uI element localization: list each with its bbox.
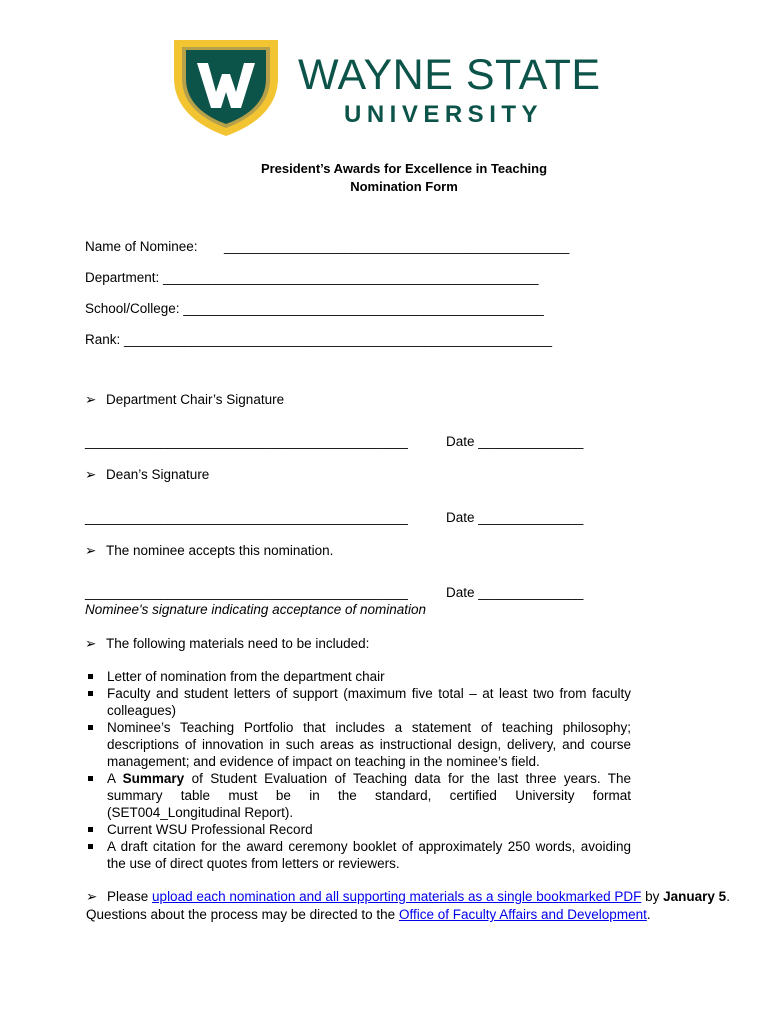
university-logo <box>170 34 610 138</box>
rank-field[interactable]: _________________________________________________________ <box>124 332 553 347</box>
school-label: School/College: <box>85 301 180 316</box>
list-item: Faculty and student letters of support (maximum five total – at least two from faculty colleagues) <box>86 685 631 719</box>
list-item: Letter of nomination from the department chair <box>86 668 631 685</box>
wayne-state-shield-icon <box>170 34 282 138</box>
materials-heading: ➢ The following materials need to be included: <box>85 636 370 651</box>
nominee-name-label: Name of Nominee: <box>85 239 198 254</box>
square-bullet-icon <box>88 725 93 730</box>
nominee-signature-line[interactable]: ___________________________________________ <box>85 585 408 600</box>
dean-date-row <box>446 509 583 527</box>
list-item: Current WSU Professional Record <box>86 821 631 838</box>
dean-signature-heading: ➢ Dean’s Signature <box>85 467 210 482</box>
square-bullet-icon <box>88 827 93 832</box>
chair-signature-heading: ➢ Department Chair’s Signature <box>85 392 285 407</box>
logo-wordmark-university: UNIVERSITY <box>344 101 544 128</box>
school-field-row <box>85 300 544 318</box>
date-label: Date <box>446 585 475 600</box>
list-item: A draft citation for the award ceremony booklet of approximately 250 words, avoiding the use of direct quotes from letters or reviewers. <box>86 838 631 872</box>
date-label: Date <box>446 434 475 449</box>
department-field-row <box>85 269 538 287</box>
form-title: President’s Awards for Excellence in Teaching <box>260 161 548 176</box>
nominee-name-field[interactable]: ______________________________________________ <box>224 239 570 254</box>
chair-date-row <box>446 433 583 451</box>
list-item: A Summary of Student Evaluation of Teaching data for the last three years. The summary table must be in the standard, certified University format (SET004_Longitudinal Report). <box>86 770 631 821</box>
arrow-bullet-icon: ➢ <box>85 467 97 482</box>
submission-instructions: ➢ Please upload each nomination and all supporting materials as a single bookmarked PDF by January 5. Questions about the process may be directed to the Office of Faculty Affairs and Development. <box>86 889 730 922</box>
dean-date-field[interactable]: ______________ <box>478 510 584 525</box>
arrow-bullet-icon: ➢ <box>86 889 98 904</box>
chair-date-field[interactable]: ______________ <box>478 434 584 449</box>
department-label: Department: <box>85 270 160 285</box>
department-field[interactable]: __________________________________________________ <box>163 270 539 285</box>
materials-list <box>86 668 631 872</box>
school-field[interactable]: ________________________________________________ <box>183 301 544 316</box>
square-bullet-icon <box>88 844 93 849</box>
nominee-date-field[interactable]: ______________ <box>478 585 584 600</box>
logo-wordmark-wayne-state: WAYNE STATE <box>298 51 601 99</box>
square-bullet-icon <box>88 776 93 781</box>
date-label: Date <box>446 510 475 525</box>
nominee-signature-caption: Nominee's signature indicating acceptance of nomination <box>85 602 427 617</box>
square-bullet-icon <box>88 691 93 696</box>
deadline: January 5 <box>663 889 727 904</box>
nominee-date-row <box>446 584 583 602</box>
dean-signature-line[interactable]: ___________________________________________ <box>85 510 408 525</box>
list-item: Nominee’s Teaching Portfolio that includes a statement of teaching philosophy; descriptions of innovation in such areas as instructional design, delivery, and course management; and evidence of impact on teaching in the nominee’s field. <box>86 719 631 770</box>
square-bullet-icon <box>88 674 93 679</box>
rank-label: Rank: <box>85 332 121 347</box>
arrow-bullet-icon: ➢ <box>85 543 97 558</box>
arrow-bullet-icon: ➢ <box>85 636 97 651</box>
arrow-bullet-icon: ➢ <box>85 392 97 407</box>
upload-pdf-link[interactable]: upload each nomination and all supporting materials as a single bookmarked PDF <box>152 889 642 904</box>
faculty-affairs-link[interactable]: Office of Faculty Affairs and Development <box>398 907 647 922</box>
form-subtitle: Nomination Form <box>350 179 458 194</box>
chair-signature-line[interactable]: ___________________________________________ <box>85 434 408 449</box>
nominee-acceptance-heading: ➢ The nominee accepts this nomination. <box>85 543 334 558</box>
rank-field-row <box>85 331 552 349</box>
